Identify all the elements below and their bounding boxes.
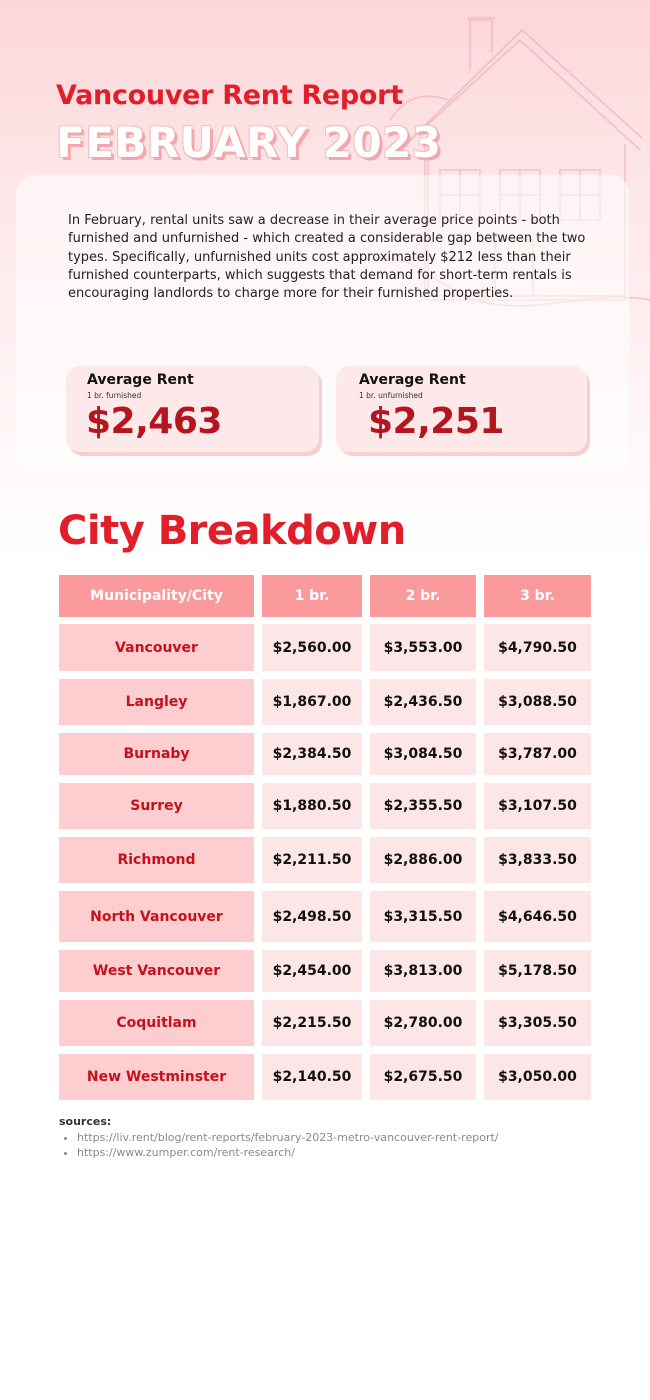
table-cell-1br: $1,867.00 <box>262 679 362 725</box>
stat-sublabel: 1 br. furnished <box>87 391 142 400</box>
table-row-city: Coquitlam <box>59 1000 254 1046</box>
table-cell-2br: $2,436.50 <box>370 679 476 725</box>
table-row-city: West Vancouver <box>59 950 254 992</box>
table-cell-2br: $2,355.50 <box>370 783 476 829</box>
stat-label: Average Rent <box>359 372 466 388</box>
table-cell-3br: $3,787.00 <box>484 733 591 775</box>
table-cell-1br: $2,211.50 <box>262 837 362 883</box>
table-cell-1br: $2,498.50 <box>262 891 362 942</box>
table-cell-1br: $2,140.50 <box>262 1054 362 1100</box>
source-link[interactable]: • https://liv.rent/blog/rent-reports/february-2023-metro-vancouver-rent-report/ <box>77 1130 619 1145</box>
table-cell-3br: $5,178.50 <box>484 950 591 992</box>
table-row-city: Langley <box>59 679 254 725</box>
table-cell-2br: $3,315.50 <box>370 891 476 942</box>
column-header-2br: 2 br. <box>370 575 476 617</box>
table-cell-3br: $3,833.50 <box>484 837 591 883</box>
table-row-city: Burnaby <box>59 733 254 775</box>
table-cell-2br: $2,780.00 <box>370 1000 476 1046</box>
table-cell-2br: $3,084.50 <box>370 733 476 775</box>
table-cell-1br: $2,384.50 <box>262 733 362 775</box>
column-header-1br: 1 br. <box>262 575 362 617</box>
column-header-city: Municipality/City <box>59 575 254 617</box>
table-row-city: Richmond <box>59 837 254 883</box>
table-cell-2br: $3,813.00 <box>370 950 476 992</box>
table-cell-1br: $2,454.00 <box>262 950 362 992</box>
report-period: FEBRUARY 2023 <box>56 118 442 167</box>
stat-sublabel: 1 br. unfurnished <box>359 391 423 400</box>
table-row-city: Vancouver <box>59 624 254 671</box>
table-cell-3br: $3,305.50 <box>484 1000 591 1046</box>
table-cell-3br: $4,790.50 <box>484 624 591 671</box>
intro-paragraph: In February, rental units saw a decrease in their average price points - both furnished and unfurnished - which created a considerable gap between the two types. Specifically, unfurnished units cost approximately $212 less than their furnished counterparts, which suggests that demand for short-term rentals is encouraging landlords to charge more for their furnished properties. <box>68 213 586 302</box>
table-row-city: Surrey <box>59 783 254 829</box>
source-link[interactable]: • https://www.zumper.com/rent-research/ <box>77 1145 619 1160</box>
stat-value: $2,251 <box>368 401 504 442</box>
table-cell-3br: $3,107.50 <box>484 783 591 829</box>
stat-label: Average Rent <box>87 372 194 388</box>
stat-value: $2,463 <box>86 401 222 442</box>
table-cell-1br: $2,560.00 <box>262 624 362 671</box>
table-cell-3br: $3,088.50 <box>484 679 591 725</box>
table-cell-1br: $2,215.50 <box>262 1000 362 1046</box>
sources-section <box>59 1115 619 1160</box>
sources-label: sources: <box>59 1115 112 1128</box>
sources-list <box>59 1130 619 1160</box>
city-breakdown-title: City Breakdown <box>58 508 406 554</box>
table-cell-1br: $1,880.50 <box>262 783 362 829</box>
table-cell-2br: $3,553.00 <box>370 624 476 671</box>
report-title: Vancouver Rent Report <box>56 80 403 111</box>
table-cell-2br: $2,886.00 <box>370 837 476 883</box>
column-header-3br: 3 br. <box>484 575 591 617</box>
table-row-city: North Vancouver <box>59 891 254 942</box>
table-row-city: New Westminster <box>59 1054 254 1100</box>
table-cell-3br: $3,050.00 <box>484 1054 591 1100</box>
table-cell-2br: $2,675.50 <box>370 1054 476 1100</box>
table-cell-3br: $4,646.50 <box>484 891 591 942</box>
